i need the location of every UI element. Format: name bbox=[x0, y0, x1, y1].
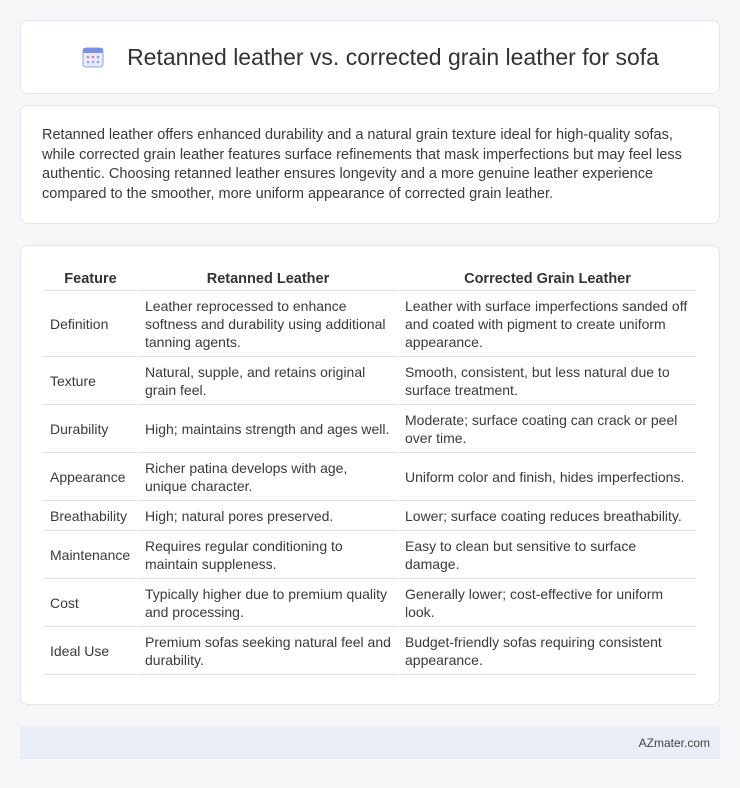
comparison-table-card bbox=[20, 245, 720, 705]
table-row bbox=[44, 531, 696, 579]
header-feature: Feature bbox=[44, 266, 137, 291]
row-corrected: Budget-friendly sofas requiring consistent appearance. bbox=[399, 627, 696, 675]
row-corrected: Lower; surface coating reduces breathability. bbox=[399, 501, 696, 531]
row-feature: Maintenance bbox=[44, 531, 137, 579]
row-corrected: Leather with surface imperfections sanded off and coated with pigment to create uniform appearance. bbox=[399, 291, 696, 357]
row-corrected: Moderate; surface coating can crack or peel over time. bbox=[399, 405, 696, 453]
footer-site-link[interactable]: AZmater.com bbox=[638, 735, 710, 750]
table-row bbox=[44, 453, 696, 501]
row-retanned: Leather reprocessed to enhance softness and durability using additional tanning agents. bbox=[139, 291, 397, 357]
header-corrected: Corrected Grain Leather bbox=[399, 266, 696, 291]
table-row bbox=[44, 501, 696, 531]
row-retanned: Typically higher due to premium quality and processing. bbox=[139, 579, 397, 627]
row-retanned: Richer patina develops with age, unique character. bbox=[139, 453, 397, 501]
title-card bbox=[20, 20, 720, 94]
row-corrected: Generally lower; cost-effective for uniform look. bbox=[399, 579, 696, 627]
row-feature: Appearance bbox=[44, 453, 137, 501]
row-feature: Durability bbox=[44, 405, 137, 453]
row-retanned: Natural, supple, and retains original grain feel. bbox=[139, 357, 397, 405]
table-row bbox=[44, 579, 696, 627]
page-title: Retanned leather vs. corrected grain leather for sofa bbox=[127, 43, 659, 70]
row-feature: Cost bbox=[44, 579, 137, 627]
row-corrected: Easy to clean but sensitive to surface damage. bbox=[399, 531, 696, 579]
row-retanned: High; maintains strength and ages well. bbox=[139, 405, 397, 453]
row-feature: Breathability bbox=[44, 501, 137, 531]
summary-text: Retanned leather offers enhanced durability and a natural grain texture ideal for high-quality sofas, while corrected grain leather features surface refinements that mask imperfections but may feel less authentic. Choosing retanned leather ensures longevity and a more genuine leather experience compared to the smoother, more uniform appearance of corrected grain leather. bbox=[42, 127, 682, 202]
table-row bbox=[44, 291, 696, 357]
row-corrected: Uniform color and finish, hides imperfections. bbox=[399, 453, 696, 501]
comparison-table bbox=[42, 266, 698, 675]
row-corrected: Smooth, consistent, but less natural due to surface treatment. bbox=[399, 357, 696, 405]
footer-bar bbox=[20, 726, 720, 759]
header-retanned: Retanned Leather bbox=[139, 266, 397, 291]
table-row bbox=[44, 405, 696, 453]
row-retanned: Premium sofas seeking natural feel and durability. bbox=[139, 627, 397, 675]
row-feature: Texture bbox=[44, 357, 137, 405]
table-row bbox=[44, 627, 696, 675]
summary-card bbox=[20, 105, 720, 224]
calendar-icon bbox=[81, 45, 105, 69]
row-retanned: Requires regular conditioning to maintain suppleness. bbox=[139, 531, 397, 579]
table-row bbox=[44, 357, 696, 405]
table-header-row bbox=[44, 266, 696, 291]
row-retanned: High; natural pores preserved. bbox=[139, 501, 397, 531]
row-feature: Definition bbox=[44, 291, 137, 357]
row-feature: Ideal Use bbox=[44, 627, 137, 675]
